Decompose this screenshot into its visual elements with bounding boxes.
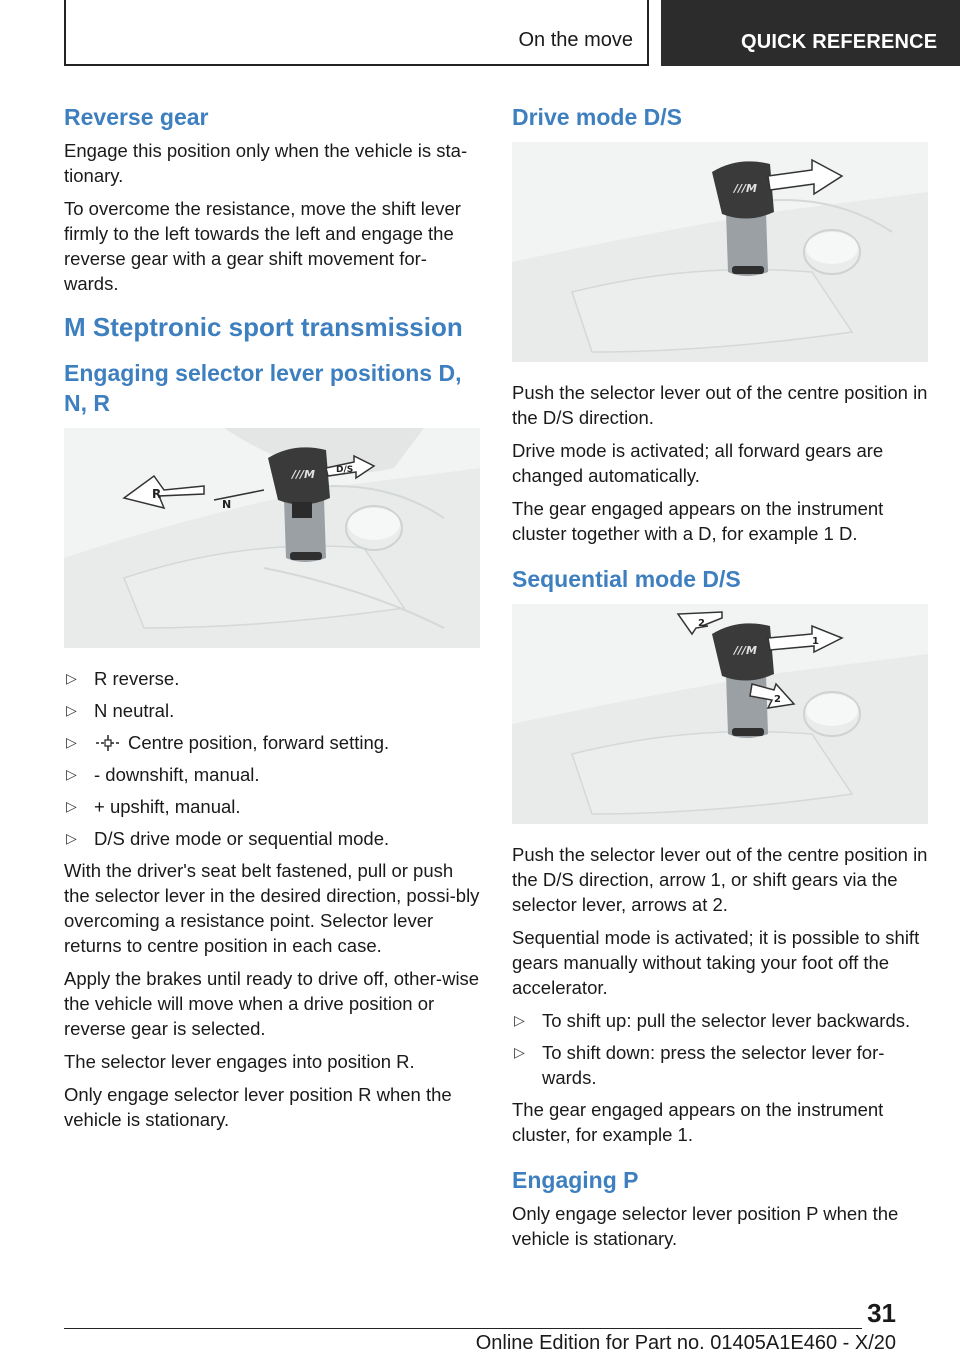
engaging-positions-heading: Engaging selector lever positions D, N, R: [64, 360, 462, 416]
header-section-tab: [64, 0, 649, 66]
page-number: 31: [867, 1298, 896, 1328]
triangle-bullet-icon: ▷: [514, 1044, 525, 1060]
triangle-bullet-icon: ▷: [66, 702, 77, 718]
list-item: ▷ R reverse.: [66, 668, 180, 689]
label-n: N: [222, 498, 232, 511]
label-arrow-2-down: 2: [774, 694, 781, 705]
drive-mode-paragraph-1: Push the selector lever out of the centre position in the D/S direction.: [512, 382, 928, 428]
drive-mode-paragraph-3: The gear engaged appears on the instrument cluster together with a D, for example 1 D.: [512, 498, 884, 544]
sequential-mode-heading: Sequential mode D/S: [512, 566, 741, 592]
m-steptronic-heading: M Steptronic sport transmission: [64, 312, 463, 342]
engaging-p-heading: Engaging P: [512, 1167, 639, 1193]
right-column: [512, 96, 928, 1259]
drive-mode-illustration: [512, 142, 928, 362]
label-arrow-1: 1: [812, 636, 819, 647]
drive-mode-figure: [512, 142, 928, 362]
drive-mode-paragraph-2: Drive mode is activated; all forward gears are changed automatically.: [512, 440, 884, 486]
selector-lever-dnr-figure: [64, 428, 480, 648]
footer-divider: [64, 1328, 862, 1329]
brakes-paragraph: Apply the brakes until ready to drive off, other-wise the vehicle will move when a drive position or reverse gear is selected.: [64, 968, 480, 1039]
triangle-bullet-icon: ▷: [66, 766, 77, 782]
label-arrow-2-up: 2: [698, 618, 705, 629]
list-item: ▷ To shift down: press the selector lever for-wards.: [514, 1042, 885, 1088]
list-item: ▷ To shift up: pull the selector lever backwards.: [514, 1010, 911, 1031]
triangle-bullet-icon: ▷: [66, 734, 77, 750]
list-item: ▷ Centre position, forward setting.: [66, 732, 390, 753]
list-item: ▷ - downshift, manual.: [66, 764, 260, 785]
list-item: ▷ D/S drive mode or sequential mode.: [66, 828, 390, 849]
triangle-bullet-icon: ▷: [66, 830, 77, 846]
sequential-mode-paragraph-1: Push the selector lever out of the centre position in the D/S direction, arrow 1, or shift gears via the selector lever, arrows at 2.: [512, 844, 928, 915]
label-ds: D/S: [336, 465, 354, 475]
list-item: ▷ N neutral.: [66, 700, 175, 721]
sequential-mode-paragraph-2: Sequential mode is activated; it is possible to shift gears manually without taking your foot off the accelerator.: [512, 927, 920, 998]
list-item: ▷ + upshift, manual.: [66, 796, 241, 817]
selector-lever-dnr-illustration: [64, 428, 480, 648]
engaging-p-paragraph: Only engage selector lever position P when the vehicle is stationary.: [512, 1203, 899, 1249]
label-r: R: [152, 487, 162, 501]
left-column: [64, 96, 480, 1140]
svg-text:///M: ///M: [734, 182, 757, 195]
sequential-mode-illustration: [512, 604, 928, 824]
sequential-mode-paragraph-3: The gear engaged appears on the instrument cluster, for example 1.: [512, 1099, 884, 1145]
drive-mode-heading: Drive mode D/S: [512, 104, 682, 130]
sequential-mode-figure: [512, 604, 928, 824]
position-list: [64, 666, 480, 851]
edition-footer: Online Edition for Part no. 01405A1E460 - X/20: [475, 1332, 896, 1354]
triangle-bullet-icon: ▷: [66, 798, 77, 814]
header-quick-reference-tab[interactable]: [661, 0, 960, 66]
engages-r-paragraph: The selector lever engages into position R.: [64, 1051, 415, 1072]
shift-list: [512, 1008, 928, 1090]
reverse-gear-heading: Reverse gear: [64, 104, 209, 130]
reverse-gear-paragraph-2: To overcome the resistance, move the shift lever firmly to the left towards the left and engage the reverse gear with a gear shift movement for-wards.: [64, 198, 461, 294]
triangle-bullet-icon: ▷: [66, 670, 77, 686]
header-quick-reference-label: QUICK REFERENCE: [741, 31, 938, 53]
svg-text:///M: ///M: [734, 644, 757, 657]
triangle-bullet-icon: ▷: [514, 1012, 525, 1028]
svg-text:///M: ///M: [292, 468, 315, 481]
engage-r-stationary-paragraph: Only engage selector lever position R when the vehicle is stationary.: [64, 1084, 452, 1130]
centre-position-icon: [94, 734, 122, 752]
reverse-gear-paragraph-1: Engage this position only when the vehicle is sta-tionary.: [64, 140, 468, 186]
seat-belt-paragraph: With the driver's seat belt fastened, pull or push the selector lever in the desired direction, possi-bly overcoming a resistance point. Selector lever returns to centre position in each case.: [64, 860, 480, 956]
header-section-label: On the move: [518, 29, 633, 51]
